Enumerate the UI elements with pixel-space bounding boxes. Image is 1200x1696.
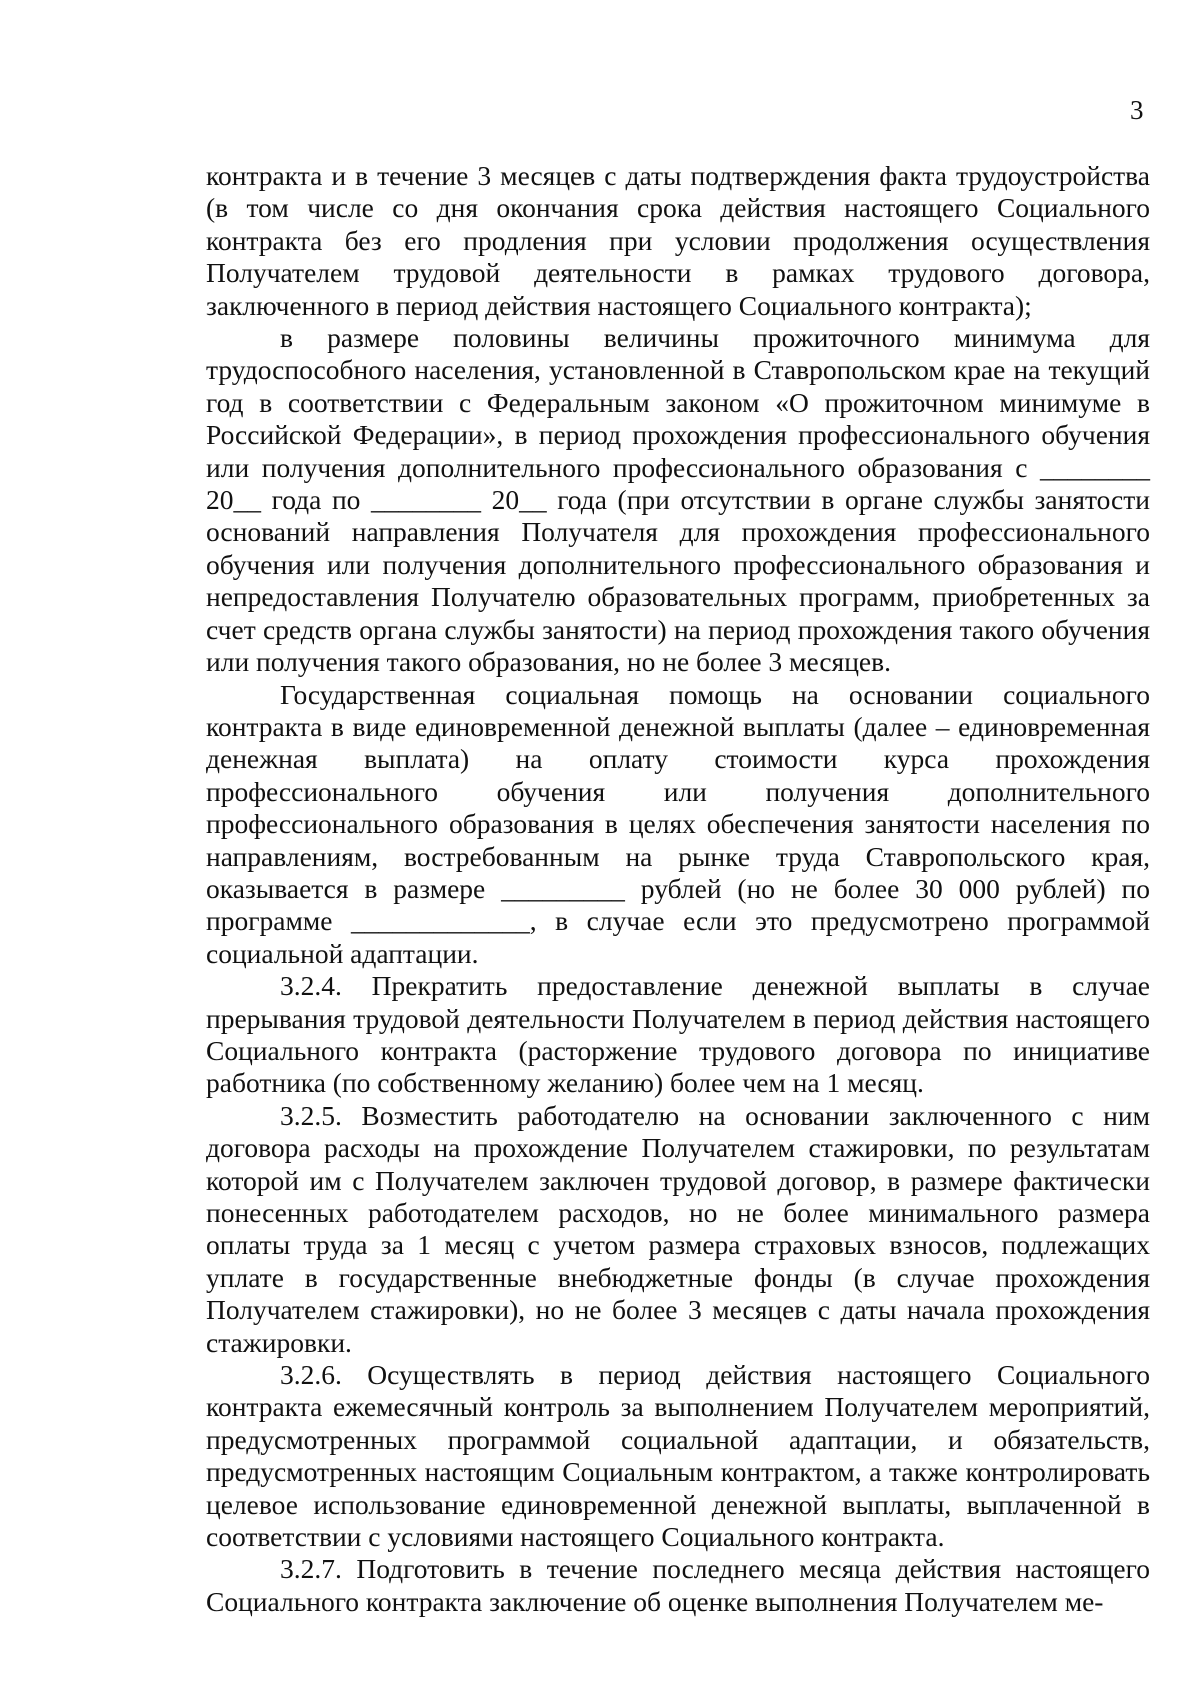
page-number: 3: [1130, 95, 1144, 125]
paragraph-continuation: контракта и в течение 3 месяцев с даты подтверждения факта трудоустройства (в том числе со дня окончания срока действия настоящего Социального контракта без его продления при условии продолжения осуществления Получателем трудовой деятельности в рамках трудового договора, заключенного в период действия настоящего Социального контракта);: [206, 160, 1150, 321]
paragraph-subsistence-half: в размере половины величины прожиточного минимума для трудоспособного населения, установленной в Ставропольском крае на текущий год в соответствии с Федеральным законом «О прожиточном минимуме в Российской Федерации», в период прохождения профессионального обучения или получения дополнительного профессионального образования с ________ 20__ года по ________ 20__ года (при отсутствии в органе службы занятости оснований направления Получателя для прохождения профессионального обучения или получения дополнительного профессионального образования и непредоставления Получателю образовательных программ, приобретенных за счет средств органа службы занятости) на период прохождения такого обучения или получения такого образования, но не более 3 месяцев.: [206, 322, 1150, 678]
paragraph-3-2-7: 3.2.7. Подготовить в течение последнего месяца действия настоящего Социального контракта заключение об оценке выполнения Получателем ме-: [206, 1553, 1150, 1617]
paragraph-3-2-6: 3.2.6. Осуществлять в период действия настоящего Социального контракта ежемесячный контроль за выполнением Получателем мероприятий, предусмотренных программой социальной адаптации, и обязательств, предусмотренных настоящим Социальным контрактом, а также контролировать целевое использование единовременной денежной выплаты, выплаченной в соответствии с условиями настоящего Социального контракта.: [206, 1359, 1150, 1553]
paragraph-3-2-4: 3.2.4. Прекратить предоставление денежной выплаты в случае прерывания трудовой деятельности Получателем в период действия настоящего Социального контракта (расторжение трудового договора по инициативе работника (по собственному желанию) более чем на 1 месяц.: [206, 970, 1150, 1099]
paragraph-3-2-5: 3.2.5. Возместить работодателю на основании заключенного с ним договора расходы на прохождение Получателем стажировки, по результатам которой им с Получателем заключен трудовой договор, в размере фактически понесенных работодателем расходов, но не более минимального размера оплаты труда за 1 месяц с учетом размера страховых взносов, подлежащих уплате в государственные внебюджетные фонды (в случае прохождения Получателем стажировки), но не более 3 месяцев с даты начала прохождения стажировки.: [206, 1099, 1150, 1358]
document-body: [206, 160, 1150, 1618]
paragraph-lump-sum-payment: Государственная социальная помощь на основании социального контракта в виде единовременной денежной выплаты (далее – единовременная денежная выплата) на оплату стоимости курса прохождения профессионального обучения или получения дополнительного профессионального образования в целях обеспечения занятости населения по направлениям, востребованным на рынке труда Ставропольского края, оказывается в размере _________ рублей (но не более 30 000 рублей) по программе _____________, в случае если это предусмотрено программой социальной адаптации.: [206, 678, 1150, 969]
